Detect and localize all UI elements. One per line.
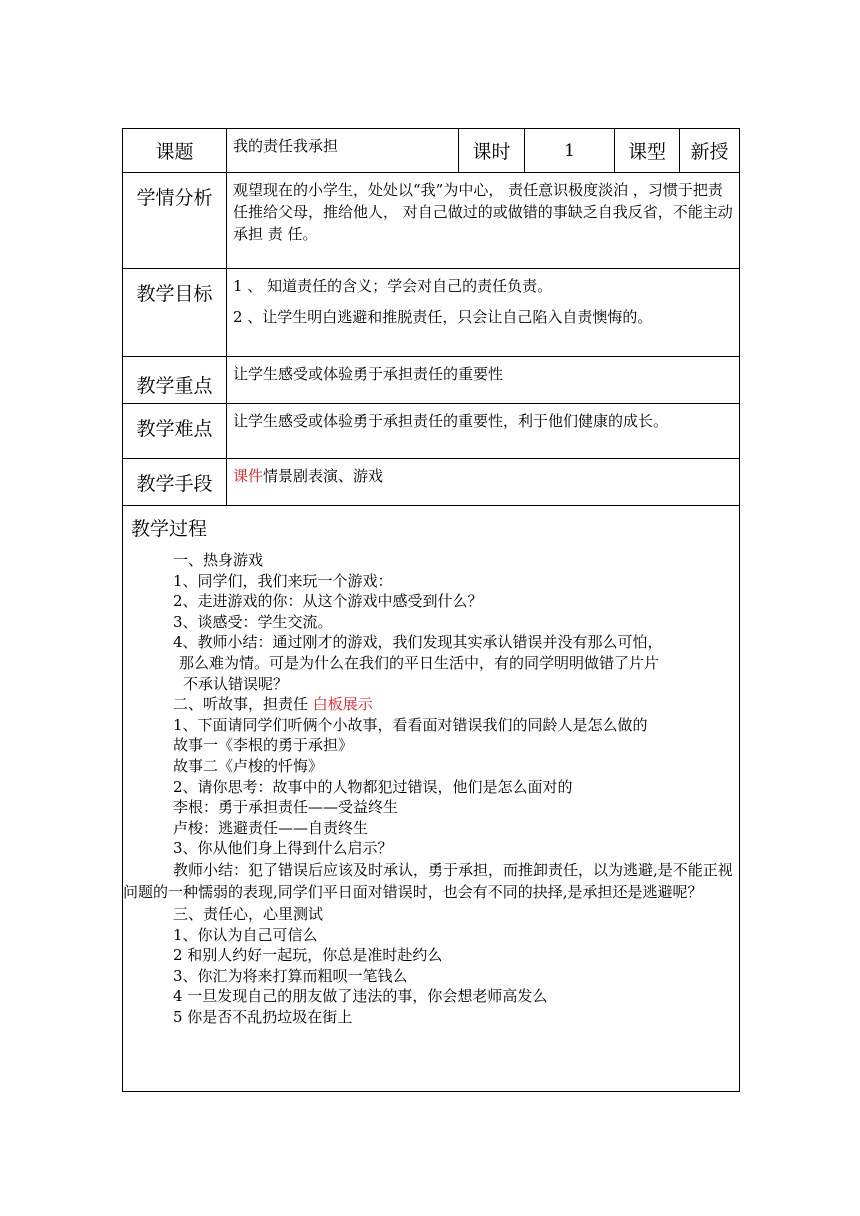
process-line: 3、谈感受：学生交流。 [173, 612, 333, 631]
analysis-text: 观望现在的小学生，处处以“我”为中心， 责任意识极度淡泊 ，习惯于把责任推给父母，推给他人， 对自己做过的或做错的事缺乏自我反省，不能主动承担 责 任。 [227, 173, 740, 269]
key-point-row [123, 357, 740, 404]
process-line: 1、你认为自己可信么 [173, 925, 318, 944]
goals-label: 教学目标 [123, 269, 227, 357]
process-line: 4 一旦发现自己的朋友做了违法的事，你会想老师高发么 [173, 987, 548, 1006]
whiteboard-red-text: 白板展示 [312, 695, 373, 714]
process-line: 3、你从他们身上得到什么启示？ [173, 839, 393, 858]
means-red-text: 课件 [233, 467, 264, 485]
analysis-label: 学情分析 [123, 173, 227, 269]
process-line: 2 和别人约好一起玩，你总是准时赴约么 [173, 946, 443, 965]
key-point-text: 让学生感受或体验勇于承担责任的重要性 [227, 357, 740, 404]
process-line: 2、走进游戏的你：从这个游戏中感受到什么？ [173, 592, 483, 611]
section-title [123, 694, 739, 715]
key-point-label: 教学重点 [123, 357, 227, 404]
goal-item: 1 、 知道责任的含义；学会对自己的责任负责。 [233, 277, 553, 295]
process-line: 5 你是否不乱扔垃圾在街上 [173, 1007, 353, 1026]
type-label: 课型 [615, 129, 680, 173]
process-line: 1、同学们，我们来玩一个游戏： [173, 571, 393, 590]
difficulty-label: 教学难点 [123, 404, 227, 459]
teacher-summary: 教师小结：犯了错误后应该及时承认，勇于承担，而推卸责任，以为逃避,是不能正视问题的一种懦弱的表现,同学们平日面对错误时，也会有不同的抉择,是承担还是逃避呢？ [123, 860, 733, 902]
process-line: 故事二《卢梭的忏悔》 [173, 756, 324, 775]
process-title: 教学过程 [131, 518, 208, 540]
section-title: 一、热身游戏 [173, 551, 264, 569]
difficulty-text: 让学生感受或体验勇于承担责任的重要性，利于他们健康的成长。 [227, 404, 740, 459]
goal-item: 2 、让学生明白逃避和推脱责任，只会让自己陷入自责懊悔的。 [233, 308, 653, 326]
process-cell [123, 506, 740, 1092]
process-line: 李根：勇于承担责任——受益终生 [173, 798, 399, 817]
process-line: 卢梭：逃避责任——自责终生 [173, 818, 369, 837]
difficulty-row [123, 404, 740, 459]
hours-value: 1 [525, 129, 615, 173]
topic-label: 课题 [123, 129, 227, 173]
means-label: 教学手段 [123, 459, 227, 506]
section-title: 三、责任心，心里测试 [173, 904, 324, 923]
goals-row [123, 269, 740, 357]
hours-label: 课时 [459, 129, 525, 173]
process-line: 4、教师小结：通过刚才的游戏，我们发现其实承认错误并没有那么可怕， [173, 633, 663, 652]
means-cell [227, 459, 740, 506]
process-row [123, 506, 740, 1092]
means-text: 情景剧表演、游戏 [263, 467, 384, 485]
process-line: 故事一《李根的勇于承担》 [173, 736, 354, 755]
process-line: 3、你汇为将来打算而粗呗一笔钱么 [173, 966, 408, 985]
means-row [123, 459, 740, 506]
topic-value: 我的责任我承担 [227, 129, 459, 173]
process-line: 2、请你思考：故事中的人物都犯过错误，他们是怎么面对的 [173, 777, 573, 796]
section-title-text: 二、听故事，担责任 [173, 695, 313, 714]
lesson-plan-table [122, 128, 740, 1092]
header-row [123, 129, 740, 173]
type-value: 新授 [680, 129, 740, 173]
process-line: 那么难为情。可是为什么在我们的平日生活中，有的同学明明做错了片片 [179, 653, 660, 672]
process-line: 1、下面请同学们听俩个小故事，看看面对错误我们的同龄人是怎么做的 [173, 715, 648, 734]
process-line: 不承认错误呢？ [183, 674, 289, 693]
analysis-row [123, 173, 740, 269]
goals-list [227, 269, 740, 357]
